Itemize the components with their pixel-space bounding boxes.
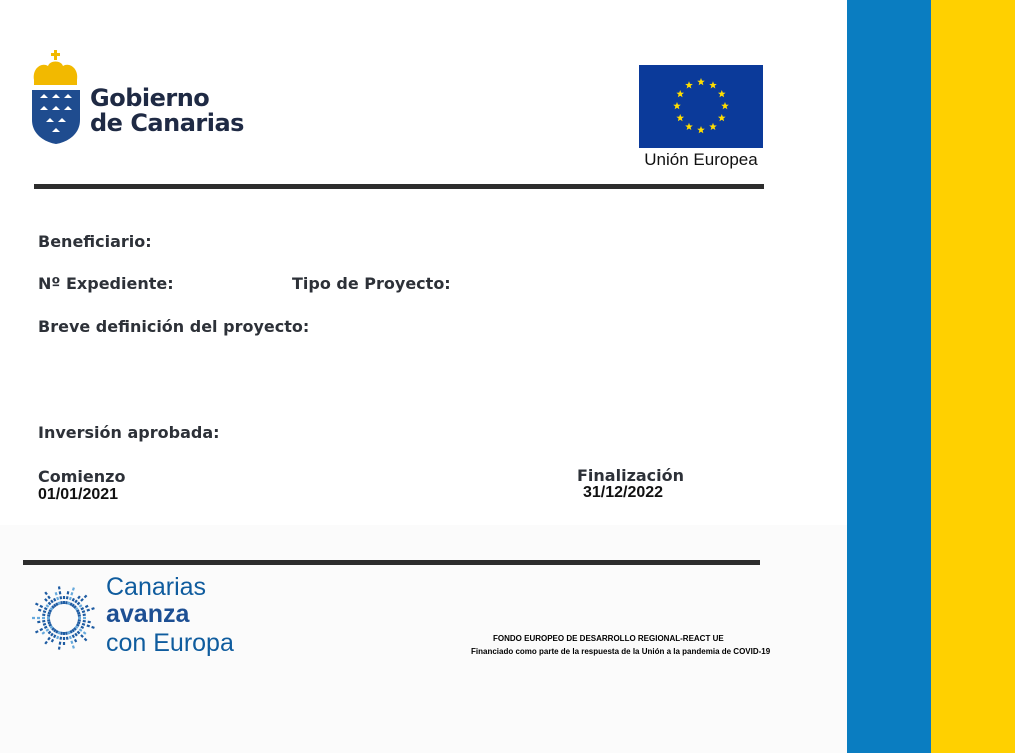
top-divider (34, 184, 764, 189)
canarias-avanza-burst-icon (22, 576, 102, 658)
canarias-avanza-line-3: con Europa (106, 629, 234, 657)
eu-star-icon (697, 126, 705, 133)
eu-stars-icon (639, 65, 763, 148)
eu-star-icon (685, 81, 693, 88)
comienzo-label: Comienzo (38, 467, 126, 486)
eu-star-icon (721, 102, 729, 109)
eu-star-icon (673, 102, 681, 109)
eu-label: Unión Europea (644, 150, 758, 169)
eu-star-icon (676, 114, 684, 121)
definicion-label: Breve definición del proyecto: (38, 317, 310, 336)
inversion-label: Inversión aprobada: (38, 423, 220, 442)
comienzo-value: 01/01/2021 (38, 486, 119, 503)
finalizacion-value: 31/12/2022 (583, 484, 664, 501)
burst-ray (77, 622, 96, 628)
beneficiario-label: Beneficiario: (38, 232, 152, 251)
burst-ray (68, 586, 74, 605)
eu-star-icon (709, 81, 717, 88)
canarias-blue-stripe (847, 0, 931, 753)
gobierno-line-2: de Canarias (90, 109, 244, 137)
eu-star-icon (685, 123, 693, 130)
eu-star-icon (718, 114, 726, 121)
canarias-avanza-line-2: avanza (106, 600, 190, 628)
financed-line: Financiado como parte de la respuesta de la Unión a la pandemia de COVID-19 (471, 647, 771, 656)
burst-ray (42, 615, 50, 616)
burst-ray (37, 609, 50, 613)
eu-star-icon (676, 90, 684, 97)
eu-star-icon (709, 123, 717, 130)
finalizacion-label: Finalización (577, 466, 685, 485)
gobierno-line-1: Gobierno (90, 84, 210, 112)
burst-ray (59, 584, 62, 604)
burst-ray (77, 607, 96, 613)
expediente-label: Nº Expediente: (38, 274, 174, 293)
fund-line: FONDO EUROPEO DE DESARROLLO REGIONAL-REACT UE (493, 634, 724, 643)
bottom-divider (23, 560, 760, 565)
canarias-avanza-line-1: Canarias (106, 573, 207, 601)
burst-ray (78, 615, 86, 616)
burst-ray (51, 630, 57, 642)
burst-ray (59, 632, 62, 652)
burst-ray (48, 628, 54, 634)
eu-star-icon (718, 90, 726, 97)
burst-ray (68, 631, 74, 650)
gobierno-canarias-wordmark (90, 86, 244, 136)
burst-ray (66, 632, 67, 640)
eu-flag (639, 65, 763, 148)
burst-ray (44, 598, 54, 608)
tipo-proyecto-label: Tipo de Proyecto: (292, 274, 451, 293)
eu-star-icon (697, 78, 705, 85)
canarias-yellow-stripe (931, 0, 1015, 753)
